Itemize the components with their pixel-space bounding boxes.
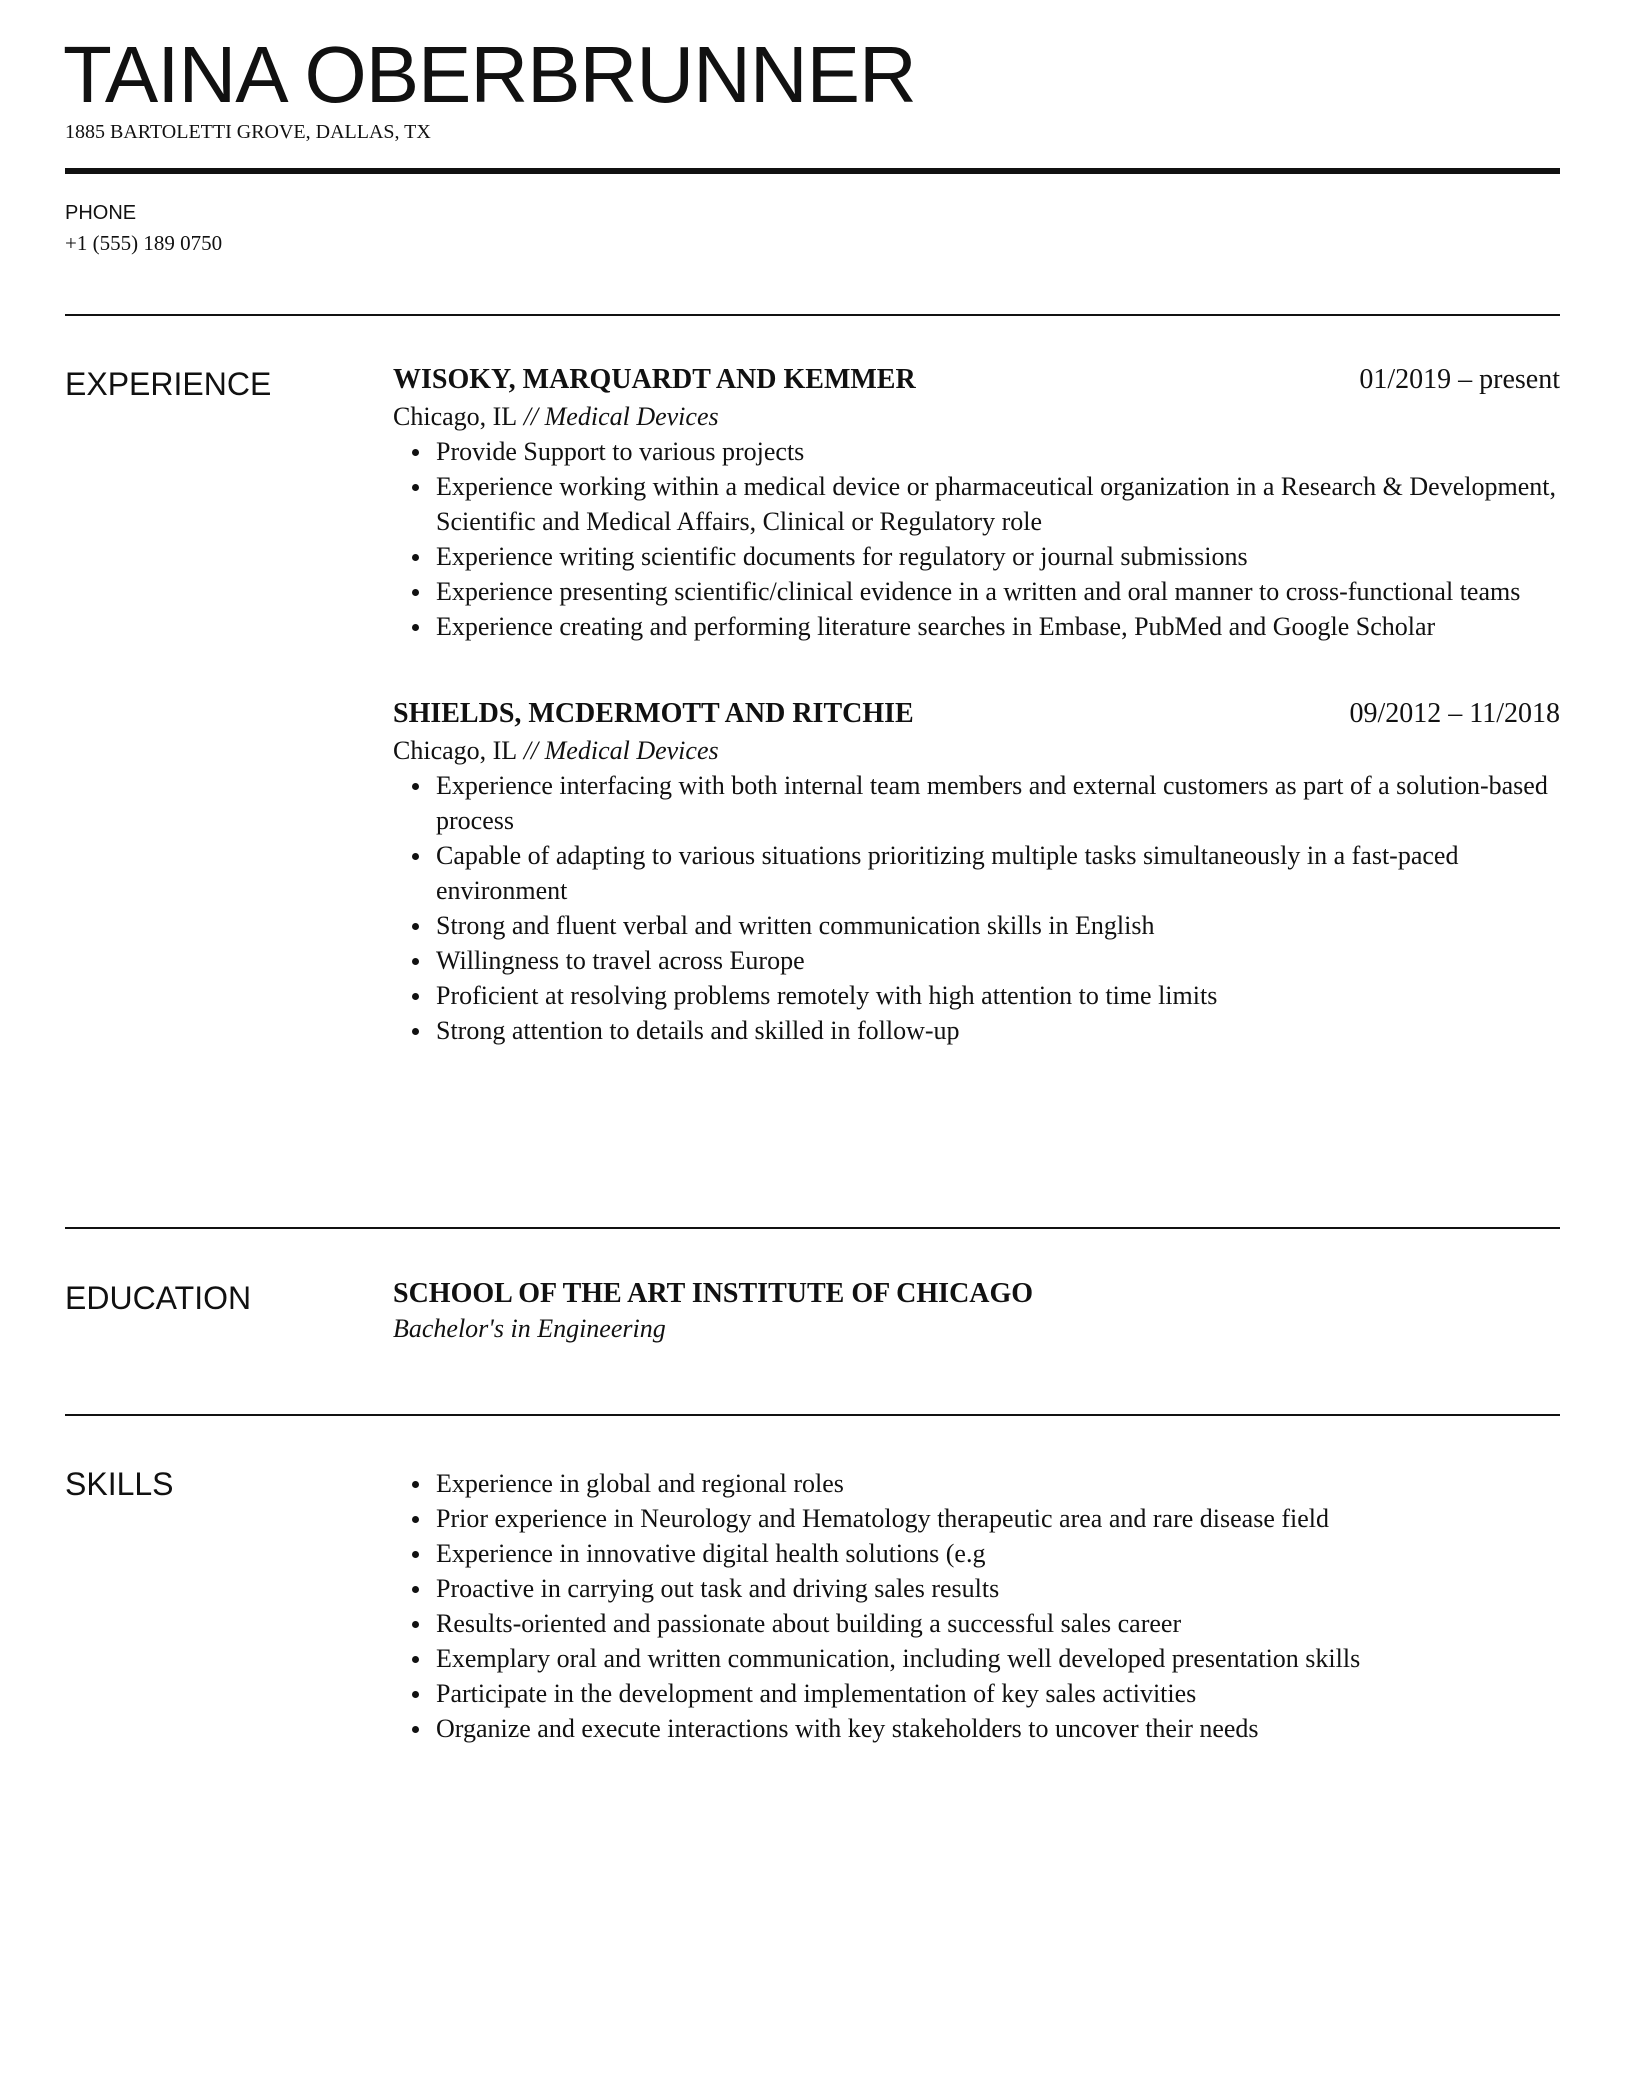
job-industry: Medical Devices bbox=[544, 736, 719, 765]
experience-title: EXPERIENCE bbox=[65, 366, 272, 402]
company-name: SHIELDS, MCDERMOTT AND RITCHIE bbox=[393, 698, 914, 729]
header-divider bbox=[65, 168, 1560, 174]
bullet-item: Experience interfacing with both internal team members and external customers as part of a solution-based process bbox=[436, 768, 1560, 838]
phone-number: +1 (555) 189 0750 bbox=[65, 231, 223, 255]
bullet-item: Proficient at resolving problems remotely with high attention to time limits bbox=[436, 978, 1560, 1013]
skill-item: Results-oriented and passionate about building a successful sales career bbox=[436, 1606, 1560, 1641]
skill-item: Experience in innovative digital health solutions (e.g bbox=[436, 1536, 1560, 1571]
skill-item: Organize and execute interactions with key stakeholders to uncover their needs bbox=[436, 1711, 1560, 1746]
skills-title: SKILLS bbox=[65, 1466, 174, 1502]
degree: Bachelor's in Engineering bbox=[393, 1314, 666, 1343]
job-bullets bbox=[393, 434, 1560, 644]
job-location: Chicago, IL bbox=[393, 736, 518, 765]
job-dates: 09/2012 – 11/2018 bbox=[1349, 698, 1560, 729]
skill-item: Participate in the development and implementation of key sales activities bbox=[436, 1676, 1560, 1711]
job-entry bbox=[393, 362, 1560, 644]
job-bullets bbox=[393, 768, 1560, 1048]
company-name: WISOKY, MARQUARDT AND KEMMER bbox=[393, 364, 916, 395]
separator: // bbox=[517, 402, 545, 431]
divider bbox=[65, 1227, 1560, 1229]
job-dates: 01/2019 – present bbox=[1359, 364, 1560, 395]
bullet-item: Provide Support to various projects bbox=[436, 434, 1560, 469]
job-location: Chicago, IL bbox=[393, 402, 518, 431]
skill-item: Prior experience in Neurology and Hematology therapeutic area and rare disease field bbox=[436, 1501, 1560, 1536]
candidate-name: TAINA OBERBRUNNER bbox=[63, 30, 916, 119]
phone-label: PHONE bbox=[65, 202, 137, 224]
bullet-item: Strong and fluent verbal and written communication skills in English bbox=[436, 908, 1560, 943]
school-name: SCHOOL OF THE ART INSTITUTE OF CHICAGO bbox=[393, 1278, 1034, 1309]
skill-item: Exemplary oral and written communication, including well developed presentation skills bbox=[436, 1641, 1560, 1676]
education-section bbox=[393, 1276, 1560, 1346]
skills-list bbox=[393, 1466, 1560, 1746]
bullet-item: Capable of adapting to various situations prioritizing multiple tasks simultaneously in a fast-paced environment bbox=[436, 838, 1560, 908]
skill-item: Experience in global and regional roles bbox=[436, 1466, 1560, 1501]
separator: // bbox=[517, 736, 545, 765]
bullet-item: Willingness to travel across Europe bbox=[436, 943, 1560, 978]
skills-section bbox=[393, 1466, 1560, 1746]
divider bbox=[65, 1414, 1560, 1416]
skill-item: Proactive in carrying out task and driving sales results bbox=[436, 1571, 1560, 1606]
job-industry: Medical Devices bbox=[544, 402, 719, 431]
job-entry bbox=[393, 696, 1560, 1048]
bullet-item: Experience creating and performing literature searches in Embase, PubMed and Google Scholar bbox=[436, 609, 1560, 644]
bullet-item: Experience working within a medical device or pharmaceutical organization in a Research & Development, Scientific and Medical Affairs, Clinical or Regulatory role bbox=[436, 469, 1560, 539]
divider bbox=[65, 314, 1560, 316]
experience-section bbox=[393, 362, 1560, 1100]
bullet-item: Experience presenting scientific/clinical evidence in a written and oral manner to cross-functional teams bbox=[436, 574, 1560, 609]
address: 1885 BARTOLETTI GROVE, DALLAS, TX bbox=[65, 121, 431, 143]
bullet-item: Experience writing scientific documents for regulatory or journal submissions bbox=[436, 539, 1560, 574]
education-title: EDUCATION bbox=[65, 1280, 252, 1316]
bullet-item: Strong attention to details and skilled in follow-up bbox=[436, 1013, 1560, 1048]
